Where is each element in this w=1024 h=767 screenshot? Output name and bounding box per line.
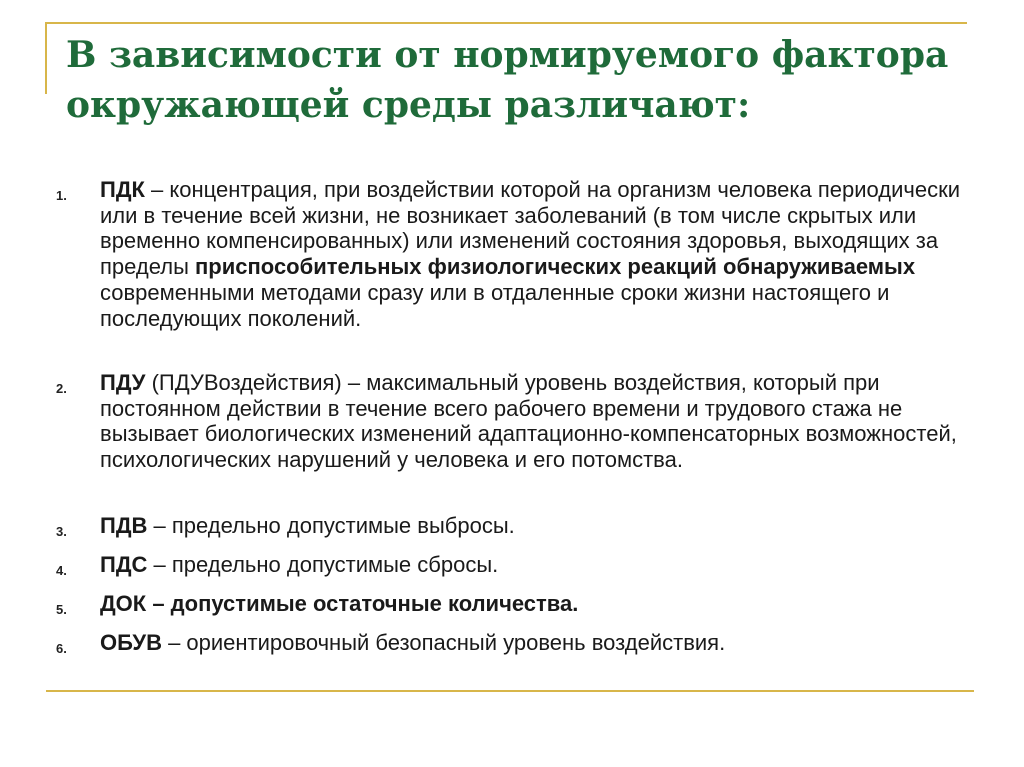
item-term: ПДУ bbox=[100, 370, 146, 395]
item-term: ПДВ bbox=[100, 513, 148, 538]
item-number: 6. bbox=[56, 641, 67, 656]
item-term: ПДК bbox=[100, 177, 145, 202]
title-line-2: окружающей среды различают: bbox=[66, 84, 751, 126]
item-text bbox=[100, 630, 1000, 656]
item-text bbox=[100, 370, 1000, 473]
item-emphasis: приспособительных физиологических реакций обнаруживаемых bbox=[195, 254, 916, 280]
item-description: – допустимые остаточные количества. bbox=[146, 591, 579, 616]
item-description-cont: современными методами сразу или в отдаленные сроки жизни настоящего и последующих поколений. bbox=[100, 279, 890, 331]
item-text bbox=[100, 552, 1000, 578]
item-term: ДОК bbox=[100, 591, 147, 616]
item-text bbox=[100, 513, 1000, 539]
item-description: – предельно допустимые сбросы. bbox=[147, 552, 499, 577]
item-number: 1. bbox=[56, 188, 67, 203]
bottom-rule bbox=[46, 690, 974, 692]
title-line-1: В зависимости от нормируемого фактора bbox=[66, 34, 949, 76]
item-number: 2. bbox=[56, 381, 67, 396]
item-text bbox=[100, 177, 1000, 331]
item-description: – ориентировочный безопасный уровень воздействия. bbox=[161, 630, 726, 655]
item-description: (ПДУВоздействия) – максимальный уровень воздействия, который при постоянном действии в течение всего рабочего времени и трудового стажа не вызывает биологических изменений адаптационно-компенсаторных возможностей, психологических нарушений у человека и его потомства. bbox=[100, 370, 957, 473]
item-number: 3. bbox=[56, 524, 67, 539]
item-term: ОБУВ bbox=[100, 630, 162, 655]
item-description: – предельно допустимые выбросы. bbox=[147, 513, 515, 538]
item-description: – концентрация, при воздействии которой на организм человека периодически или в течение всей жизни, не возникает заболеваний (в том числе скрытых или временно компенсированных) или изменений состояния здоровья, выходящих за пределы bbox=[100, 177, 960, 280]
item-number: 5. bbox=[56, 602, 67, 617]
item-term: ПДС bbox=[100, 552, 148, 577]
item-text bbox=[100, 591, 1000, 617]
item-number: 4. bbox=[56, 563, 67, 578]
